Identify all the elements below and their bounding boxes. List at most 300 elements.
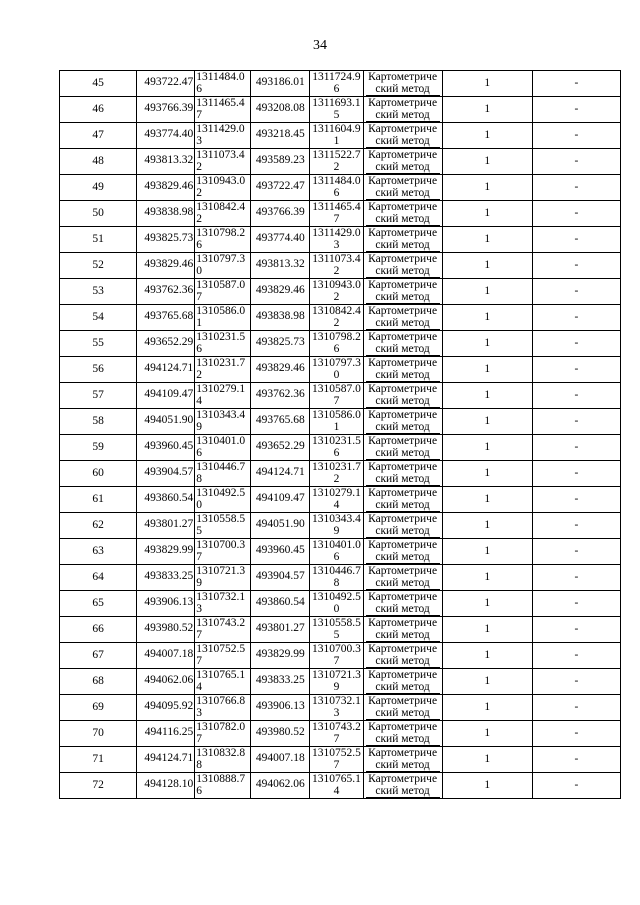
table-row (60, 227, 621, 253)
y-coordinate-cell: 1310401.06 (195, 435, 251, 461)
method-text-line1: Картометриче (368, 539, 438, 551)
method-cell (363, 227, 442, 253)
previous-y-coordinate-cell: 1311429.03 (310, 227, 363, 253)
x-coordinate-cell: 494116.25 (137, 721, 195, 747)
count-cell: 1 (442, 565, 532, 591)
previous-y-coordinate-cell: 1310231.56 (310, 435, 363, 461)
previous-x-coordinate-cell: 493833.25 (251, 669, 310, 695)
method-text-line1: Картометриче (368, 565, 438, 577)
table-row (60, 279, 621, 305)
x-coordinate-cell: 493906.13 (137, 591, 195, 617)
method-text-line2: ский метод (366, 785, 440, 798)
point-number-cell: 72 (60, 773, 137, 799)
method-cell (363, 643, 442, 669)
method-cell (363, 747, 442, 773)
note-cell: - (532, 747, 620, 773)
previous-x-coordinate-cell: 493774.40 (251, 227, 310, 253)
previous-y-coordinate-cell: 1310765.14 (310, 773, 363, 799)
method-text-line1: Картометриче (368, 721, 438, 733)
method-cell (363, 435, 442, 461)
point-number-cell: 62 (60, 513, 137, 539)
table-row (60, 721, 621, 747)
method-text-line1: Картометриче (368, 227, 438, 239)
table-body (60, 71, 621, 799)
point-number-cell: 50 (60, 201, 137, 227)
table-row (60, 409, 621, 435)
method-cell (363, 357, 442, 383)
point-number-cell: 56 (60, 357, 137, 383)
method-text-line1: Картометриче (368, 149, 438, 161)
note-cell: - (532, 201, 620, 227)
table-row (60, 773, 621, 799)
table-row (60, 461, 621, 487)
method-text-line2: ский метод (366, 83, 440, 96)
table-row (60, 149, 621, 175)
method-text-line2: ский метод (366, 135, 440, 148)
count-cell: 1 (442, 331, 532, 357)
table-row (60, 123, 621, 149)
previous-x-coordinate-cell: 493186.01 (251, 71, 310, 97)
x-coordinate-cell: 494109.47 (137, 383, 195, 409)
count-cell: 1 (442, 279, 532, 305)
previous-x-coordinate-cell: 493762.36 (251, 383, 310, 409)
point-number-cell: 70 (60, 721, 137, 747)
table-row (60, 435, 621, 461)
count-cell: 1 (442, 773, 532, 799)
point-number-cell: 51 (60, 227, 137, 253)
previous-x-coordinate-cell: 494007.18 (251, 747, 310, 773)
previous-x-coordinate-cell: 493980.52 (251, 721, 310, 747)
x-coordinate-cell: 494124.71 (137, 357, 195, 383)
note-cell: - (532, 227, 620, 253)
point-number-cell: 57 (60, 383, 137, 409)
table-row (60, 565, 621, 591)
method-text-line2: ский метод (366, 265, 440, 278)
point-number-cell: 54 (60, 305, 137, 331)
table-row (60, 97, 621, 123)
x-coordinate-cell: 493980.52 (137, 617, 195, 643)
note-cell: - (532, 357, 620, 383)
method-cell (363, 513, 442, 539)
count-cell: 1 (442, 71, 532, 97)
method-text-line2: ский метод (366, 213, 440, 226)
x-coordinate-cell: 494128.10 (137, 773, 195, 799)
previous-x-coordinate-cell: 493838.98 (251, 305, 310, 331)
point-number-cell: 65 (60, 591, 137, 617)
y-coordinate-cell: 1310492.50 (195, 487, 251, 513)
method-text-line2: ский метод (366, 707, 440, 720)
x-coordinate-cell: 493960.45 (137, 435, 195, 461)
method-text-line1: Картометриче (368, 71, 438, 83)
method-text-line1: Картометриче (368, 461, 438, 473)
y-coordinate-cell: 1310446.78 (195, 461, 251, 487)
method-text-line1: Картометриче (368, 773, 438, 785)
table-row (60, 357, 621, 383)
previous-y-coordinate-cell: 1310842.42 (310, 305, 363, 331)
method-cell (363, 591, 442, 617)
note-cell: - (532, 773, 620, 799)
count-cell: 1 (442, 357, 532, 383)
note-cell: - (532, 643, 620, 669)
x-coordinate-cell: 493833.25 (137, 565, 195, 591)
count-cell: 1 (442, 487, 532, 513)
note-cell: - (532, 279, 620, 305)
method-text-line1: Картометриче (368, 279, 438, 291)
method-cell (363, 253, 442, 279)
previous-y-coordinate-cell: 1311484.06 (310, 175, 363, 201)
y-coordinate-cell: 1310842.42 (195, 201, 251, 227)
y-coordinate-cell: 1310766.83 (195, 695, 251, 721)
x-coordinate-cell: 493801.27 (137, 513, 195, 539)
previous-y-coordinate-cell: 1310492.50 (310, 591, 363, 617)
method-text-line2: ский метод (366, 109, 440, 122)
note-cell: - (532, 513, 620, 539)
table-row (60, 695, 621, 721)
point-number-cell: 53 (60, 279, 137, 305)
note-cell: - (532, 669, 620, 695)
method-text-line1: Картометриче (368, 513, 438, 525)
note-cell: - (532, 617, 620, 643)
previous-x-coordinate-cell: 493825.73 (251, 331, 310, 357)
note-cell: - (532, 721, 620, 747)
y-coordinate-cell: 1311484.06 (195, 71, 251, 97)
y-coordinate-cell: 1310586.01 (195, 305, 251, 331)
method-cell (363, 409, 442, 435)
table-row (60, 175, 621, 201)
previous-x-coordinate-cell: 493722.47 (251, 175, 310, 201)
method-text-line1: Картометриче (368, 97, 438, 109)
previous-y-coordinate-cell: 1310446.78 (310, 565, 363, 591)
note-cell: - (532, 591, 620, 617)
point-number-cell: 45 (60, 71, 137, 97)
y-coordinate-cell: 1310231.72 (195, 357, 251, 383)
point-number-cell: 55 (60, 331, 137, 357)
method-cell (363, 721, 442, 747)
count-cell: 1 (442, 305, 532, 331)
previous-y-coordinate-cell: 1311073.42 (310, 253, 363, 279)
point-number-cell: 69 (60, 695, 137, 721)
previous-y-coordinate-cell: 1311522.72 (310, 149, 363, 175)
table-row (60, 71, 621, 97)
method-cell (363, 149, 442, 175)
x-coordinate-cell: 494124.71 (137, 747, 195, 773)
note-cell: - (532, 305, 620, 331)
x-coordinate-cell: 493829.99 (137, 539, 195, 565)
count-cell: 1 (442, 383, 532, 409)
count-cell: 1 (442, 643, 532, 669)
method-text-line2: ский метод (366, 187, 440, 200)
note-cell: - (532, 565, 620, 591)
previous-y-coordinate-cell: 1310743.27 (310, 721, 363, 747)
y-coordinate-cell: 1310587.07 (195, 279, 251, 305)
method-text-line2: ский метод (366, 655, 440, 668)
table-row (60, 253, 621, 279)
x-coordinate-cell: 493860.54 (137, 487, 195, 513)
method-text-line1: Картометриче (368, 175, 438, 187)
previous-y-coordinate-cell: 1310231.72 (310, 461, 363, 487)
method-text-line1: Картометриче (368, 357, 438, 369)
method-cell (363, 383, 442, 409)
method-text-line2: ский метод (366, 369, 440, 382)
table-row (60, 643, 621, 669)
x-coordinate-cell: 493765.68 (137, 305, 195, 331)
note-cell: - (532, 409, 620, 435)
x-coordinate-cell: 493829.46 (137, 253, 195, 279)
previous-y-coordinate-cell: 1310586.01 (310, 409, 363, 435)
note-cell: - (532, 71, 620, 97)
method-text-line2: ский метод (366, 447, 440, 460)
previous-y-coordinate-cell: 1310401.06 (310, 539, 363, 565)
method-text-line2: ский метод (366, 681, 440, 694)
method-text-line2: ский метод (366, 629, 440, 642)
page-number: 34 (313, 38, 327, 53)
count-cell: 1 (442, 201, 532, 227)
previous-y-coordinate-cell: 1311724.96 (310, 71, 363, 97)
method-cell (363, 305, 442, 331)
x-coordinate-cell: 493825.73 (137, 227, 195, 253)
previous-x-coordinate-cell: 493801.27 (251, 617, 310, 643)
method-text-line1: Картометриче (368, 331, 438, 343)
previous-x-coordinate-cell: 493860.54 (251, 591, 310, 617)
point-number-cell: 63 (60, 539, 137, 565)
method-text-line1: Картометриче (368, 617, 438, 629)
y-coordinate-cell: 1310558.55 (195, 513, 251, 539)
method-text-line1: Картометриче (368, 747, 438, 759)
previous-x-coordinate-cell: 493589.23 (251, 149, 310, 175)
x-coordinate-cell: 494007.18 (137, 643, 195, 669)
y-coordinate-cell: 1310343.49 (195, 409, 251, 435)
table-row (60, 591, 621, 617)
x-coordinate-cell: 493904.57 (137, 461, 195, 487)
previous-y-coordinate-cell: 1310732.13 (310, 695, 363, 721)
y-coordinate-cell: 1310231.56 (195, 331, 251, 357)
method-cell (363, 201, 442, 227)
table-row (60, 331, 621, 357)
note-cell: - (532, 487, 620, 513)
previous-y-coordinate-cell: 1310700.37 (310, 643, 363, 669)
x-coordinate-cell: 493774.40 (137, 123, 195, 149)
previous-x-coordinate-cell: 493829.99 (251, 643, 310, 669)
point-number-cell: 49 (60, 175, 137, 201)
count-cell: 1 (442, 591, 532, 617)
y-coordinate-cell: 1310798.26 (195, 227, 251, 253)
count-cell: 1 (442, 461, 532, 487)
note-cell: - (532, 123, 620, 149)
note-cell: - (532, 149, 620, 175)
y-coordinate-cell: 1310832.88 (195, 747, 251, 773)
method-cell (363, 97, 442, 123)
method-text-line1: Картометриче (368, 201, 438, 213)
method-text-line2: ский метод (366, 395, 440, 408)
method-text-line1: Картометриче (368, 253, 438, 265)
x-coordinate-cell: 494095.92 (137, 695, 195, 721)
previous-x-coordinate-cell: 493829.46 (251, 357, 310, 383)
method-cell (363, 279, 442, 305)
previous-x-coordinate-cell: 493829.46 (251, 279, 310, 305)
y-coordinate-cell: 1311465.47 (195, 97, 251, 123)
method-text-line2: ский метод (366, 239, 440, 252)
previous-x-coordinate-cell: 493208.08 (251, 97, 310, 123)
method-text-line2: ский метод (366, 577, 440, 590)
method-text-line1: Картометриче (368, 669, 438, 681)
previous-x-coordinate-cell: 493218.45 (251, 123, 310, 149)
point-number-cell: 61 (60, 487, 137, 513)
previous-x-coordinate-cell: 493960.45 (251, 539, 310, 565)
table-row (60, 747, 621, 773)
method-text-line1: Картометриче (368, 305, 438, 317)
count-cell: 1 (442, 175, 532, 201)
method-text-line2: ский метод (366, 473, 440, 486)
method-text-line2: ский метод (366, 291, 440, 304)
count-cell: 1 (442, 513, 532, 539)
point-number-cell: 66 (60, 617, 137, 643)
method-cell (363, 487, 442, 513)
method-text-line1: Картометриче (368, 487, 438, 499)
method-text-line1: Картометриче (368, 383, 438, 395)
point-number-cell: 48 (60, 149, 137, 175)
x-coordinate-cell: 493722.47 (137, 71, 195, 97)
method-cell (363, 71, 442, 97)
y-coordinate-cell: 1310752.57 (195, 643, 251, 669)
method-cell (363, 565, 442, 591)
previous-y-coordinate-cell: 1311465.47 (310, 201, 363, 227)
method-text-line2: ский метод (366, 603, 440, 616)
x-coordinate-cell: 493762.36 (137, 279, 195, 305)
y-coordinate-cell: 1310797.30 (195, 253, 251, 279)
x-coordinate-cell: 493838.98 (137, 201, 195, 227)
method-cell (363, 123, 442, 149)
point-number-cell: 46 (60, 97, 137, 123)
y-coordinate-cell: 1310943.02 (195, 175, 251, 201)
table-row (60, 539, 621, 565)
point-number-cell: 58 (60, 409, 137, 435)
count-cell: 1 (442, 123, 532, 149)
method-text-line1: Картометриче (368, 409, 438, 421)
y-coordinate-cell: 1311429.03 (195, 123, 251, 149)
coordinates-table (59, 70, 621, 799)
method-cell (363, 773, 442, 799)
count-cell: 1 (442, 227, 532, 253)
previous-y-coordinate-cell: 1310343.49 (310, 513, 363, 539)
method-text-line1: Картометриче (368, 435, 438, 447)
count-cell: 1 (442, 435, 532, 461)
previous-y-coordinate-cell: 1310558.55 (310, 617, 363, 643)
previous-x-coordinate-cell: 493766.39 (251, 201, 310, 227)
table-row (60, 513, 621, 539)
previous-y-coordinate-cell: 1310721.39 (310, 669, 363, 695)
method-text-line2: ский метод (366, 317, 440, 330)
count-cell: 1 (442, 695, 532, 721)
previous-y-coordinate-cell: 1310752.57 (310, 747, 363, 773)
y-coordinate-cell: 1310700.37 (195, 539, 251, 565)
table-row (60, 201, 621, 227)
note-cell: - (532, 435, 620, 461)
method-text-line2: ский метод (366, 421, 440, 434)
method-cell (363, 669, 442, 695)
method-cell (363, 539, 442, 565)
previous-y-coordinate-cell: 1310798.26 (310, 331, 363, 357)
table-row (60, 617, 621, 643)
method-text-line1: Картометриче (368, 591, 438, 603)
x-coordinate-cell: 493813.32 (137, 149, 195, 175)
table-row (60, 669, 621, 695)
x-coordinate-cell: 493766.39 (137, 97, 195, 123)
method-text-line2: ский метод (366, 759, 440, 772)
note-cell: - (532, 331, 620, 357)
point-number-cell: 67 (60, 643, 137, 669)
point-number-cell: 59 (60, 435, 137, 461)
y-coordinate-cell: 1310888.76 (195, 773, 251, 799)
previous-x-coordinate-cell: 493652.29 (251, 435, 310, 461)
method-cell (363, 617, 442, 643)
method-text-line2: ский метод (366, 551, 440, 564)
point-number-cell: 60 (60, 461, 137, 487)
previous-y-coordinate-cell: 1310587.07 (310, 383, 363, 409)
count-cell: 1 (442, 97, 532, 123)
method-text-line1: Картометриче (368, 695, 438, 707)
previous-y-coordinate-cell: 1311604.91 (310, 123, 363, 149)
table-row (60, 305, 621, 331)
y-coordinate-cell: 1310721.39 (195, 565, 251, 591)
previous-x-coordinate-cell: 493813.32 (251, 253, 310, 279)
point-number-cell: 52 (60, 253, 137, 279)
count-cell: 1 (442, 253, 532, 279)
x-coordinate-cell: 493652.29 (137, 331, 195, 357)
method-text-line1: Картометриче (368, 643, 438, 655)
y-coordinate-cell: 1311073.42 (195, 149, 251, 175)
method-cell (363, 175, 442, 201)
y-coordinate-cell: 1310782.07 (195, 721, 251, 747)
previous-x-coordinate-cell: 493906.13 (251, 695, 310, 721)
point-number-cell: 64 (60, 565, 137, 591)
previous-y-coordinate-cell: 1310797.30 (310, 357, 363, 383)
note-cell: - (532, 383, 620, 409)
method-text-line2: ский метод (366, 161, 440, 174)
note-cell: - (532, 461, 620, 487)
method-text-line2: ский метод (366, 733, 440, 746)
previous-y-coordinate-cell: 1311693.15 (310, 97, 363, 123)
previous-x-coordinate-cell: 494062.06 (251, 773, 310, 799)
method-cell (363, 461, 442, 487)
method-text-line1: Картометриче (368, 123, 438, 135)
y-coordinate-cell: 1310279.14 (195, 383, 251, 409)
count-cell: 1 (442, 617, 532, 643)
previous-y-coordinate-cell: 1310279.14 (310, 487, 363, 513)
count-cell: 1 (442, 409, 532, 435)
method-cell (363, 331, 442, 357)
x-coordinate-cell: 494051.90 (137, 409, 195, 435)
y-coordinate-cell: 1310732.13 (195, 591, 251, 617)
table-row (60, 487, 621, 513)
method-cell (363, 695, 442, 721)
note-cell: - (532, 539, 620, 565)
note-cell: - (532, 175, 620, 201)
previous-x-coordinate-cell: 494124.71 (251, 461, 310, 487)
previous-y-coordinate-cell: 1310943.02 (310, 279, 363, 305)
table-row (60, 383, 621, 409)
previous-x-coordinate-cell: 493904.57 (251, 565, 310, 591)
note-cell: - (532, 253, 620, 279)
y-coordinate-cell: 1310765.14 (195, 669, 251, 695)
point-number-cell: 71 (60, 747, 137, 773)
count-cell: 1 (442, 149, 532, 175)
previous-x-coordinate-cell: 493765.68 (251, 409, 310, 435)
note-cell: - (532, 695, 620, 721)
note-cell: - (532, 97, 620, 123)
method-text-line2: ский метод (366, 499, 440, 512)
previous-x-coordinate-cell: 494051.90 (251, 513, 310, 539)
method-text-line2: ский метод (366, 525, 440, 538)
